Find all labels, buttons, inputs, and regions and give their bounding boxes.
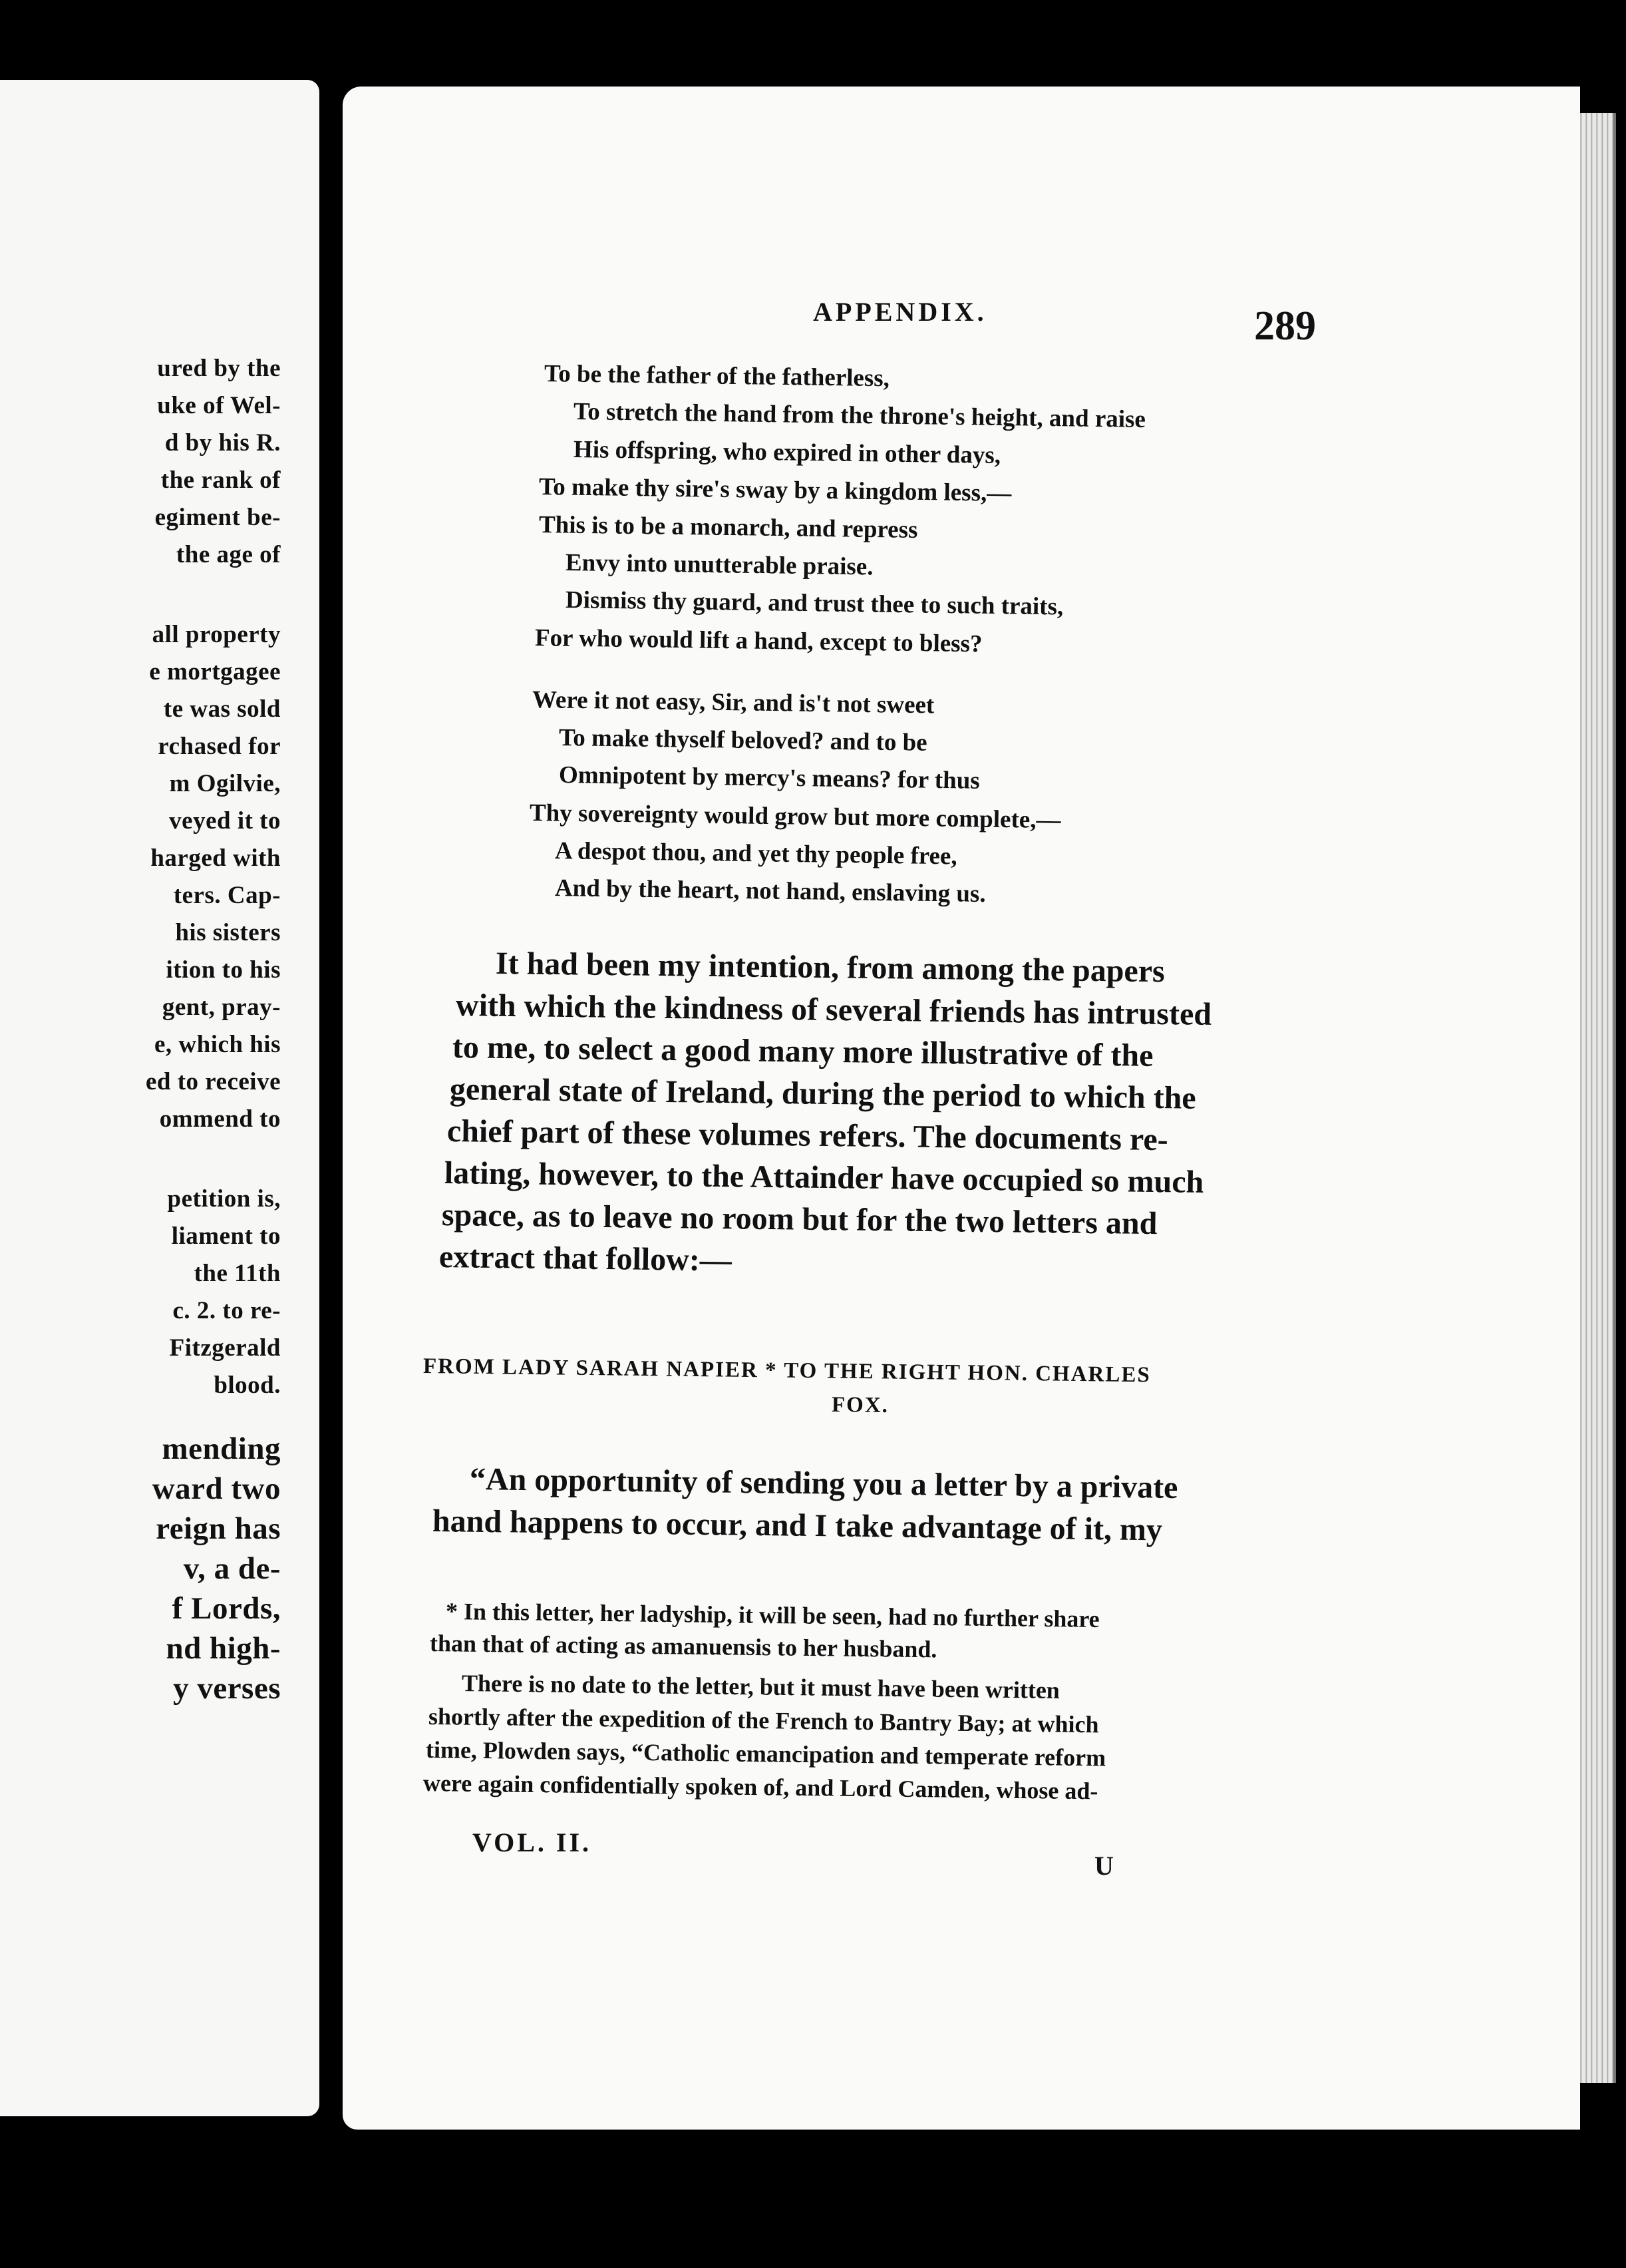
left-page-line: the 11th xyxy=(194,1260,281,1287)
left-page-line: the age of xyxy=(176,541,281,568)
verse-line: This is to be a monarch, and repress xyxy=(538,511,918,544)
paragraph-line: space, as to leave no room but for the two letters and xyxy=(441,1197,1158,1242)
verse-line: A despot thou, and yet thy people free, xyxy=(554,837,957,870)
left-page-line: ters. Cap- xyxy=(173,882,281,909)
left-page-line: d by his R. xyxy=(164,429,281,457)
verse-line: To make thy sire's sway by a kingdom less,— xyxy=(538,473,1012,507)
verse-line: And by the heart, not hand, enslaving us. xyxy=(554,874,986,908)
paragraph-line: chief part of these volumes refers. The documents re- xyxy=(446,1113,1169,1158)
paragraph-line: to me, to select a good many more illustrative of the xyxy=(452,1030,1154,1073)
left-page-line: Fitzgerald xyxy=(169,1334,281,1362)
left-page-line: te was sold xyxy=(163,695,281,723)
paragraph-line: It had been my intention, from among the papers xyxy=(495,946,1166,990)
verse-line: To make thyself beloved? and to be xyxy=(558,724,927,757)
letter-line: hand happens to occur, and I take advantage of it, my xyxy=(432,1503,1163,1548)
left-page-line: egiment be- xyxy=(154,504,281,531)
left-page-line: rchased for xyxy=(158,733,281,760)
paragraph-line: with which the kindness of several friends has intrusted xyxy=(455,988,1212,1032)
verse-line: His offspring, who expired in other days, xyxy=(573,436,1001,469)
footnote-line: shortly after the expedition of the French to Bantry Bay; at which xyxy=(428,1703,1099,1738)
verse-line: For who would lift a hand, except to bless? xyxy=(534,624,983,658)
left-page-line: e, which his xyxy=(154,1031,281,1058)
letter-heading: FROM LADY SARAH NAPIER * TO THE RIGHT HON. CHARLES xyxy=(422,1354,1151,1388)
left-page-line: liament to xyxy=(171,1223,281,1250)
left-page-line: e mortgagee xyxy=(149,658,281,685)
verse-line: To be the father of the fatherless, xyxy=(544,360,890,393)
left-page-line: his sisters xyxy=(175,919,281,946)
paragraph-line: extract that follow:— xyxy=(438,1239,732,1278)
letter-heading: FOX. xyxy=(831,1393,890,1418)
page-number: 289 xyxy=(1254,303,1316,349)
left-page xyxy=(0,80,319,2116)
left-page-line: mending xyxy=(162,1431,281,1466)
left-page-line: all property xyxy=(152,621,281,648)
left-page-line: ed to receive xyxy=(145,1068,281,1095)
left-page-line: m Ogilvie, xyxy=(169,770,281,797)
footnote-line: There is no date to the letter, but it must have been written xyxy=(461,1670,1060,1704)
verse-line: Omnipotent by mercy's means? for thus xyxy=(558,761,981,795)
left-page-line: uke of Wel- xyxy=(157,392,281,419)
paragraph-line: general state of Ireland, during the period to which the xyxy=(449,1071,1196,1116)
left-page-line: veyed it to xyxy=(169,807,281,835)
left-page-line: ward two xyxy=(152,1471,281,1506)
left-page-line: petition is, xyxy=(167,1185,281,1213)
left-page-line: blood. xyxy=(214,1372,281,1399)
verse-line: Envy into unutterable praise. xyxy=(565,549,874,581)
left-page-line: f Lords, xyxy=(172,1591,281,1626)
running-header: APPENDIX. xyxy=(813,297,987,327)
verse-line: Thy sovereignty would grow but more complete,— xyxy=(529,799,1061,835)
verse-line: To stretch the hand from the throne's height, and raise xyxy=(573,398,1146,434)
verse-line: Dismiss thy guard, and trust thee to such traits, xyxy=(565,586,1064,621)
left-page-line: ured by the xyxy=(157,355,281,382)
left-page-line: y verses xyxy=(173,1671,281,1706)
paragraph-line: lating, however, to the Attainder have occupied so much xyxy=(444,1155,1204,1200)
left-page-line: the rank of xyxy=(160,467,281,494)
left-page-line: harged with xyxy=(150,845,281,872)
footnote-line: than that of acting as amanuensis to her husband. xyxy=(429,1630,937,1663)
gathering-signature: U xyxy=(1094,1851,1116,1881)
left-page-line: v, a de- xyxy=(183,1551,281,1586)
left-page-line: reign has xyxy=(156,1511,281,1546)
left-page-line: ition to his xyxy=(166,956,281,984)
footnote-line: were again confidentially spoken of, and Lord Camden, whose ad- xyxy=(422,1770,1098,1805)
verse-line: Were it not easy, Sir, and is't not sweet xyxy=(532,686,935,719)
left-page-line: c. 2. to re- xyxy=(172,1297,281,1324)
footnote-line: time, Plowden says, “Catholic emancipation and temperate reform xyxy=(425,1736,1106,1772)
left-page-line: gent, pray- xyxy=(162,994,281,1021)
footnote-line: * In this letter, her ladyship, it will be seen, had no further share xyxy=(445,1598,1100,1633)
left-page-line: ommend to xyxy=(159,1105,281,1133)
letter-line: “An opportunity of sending you a letter by a private xyxy=(469,1461,1178,1506)
volume-signature: VOL. II. xyxy=(472,1827,592,1857)
left-page-line: nd high- xyxy=(166,1631,281,1666)
